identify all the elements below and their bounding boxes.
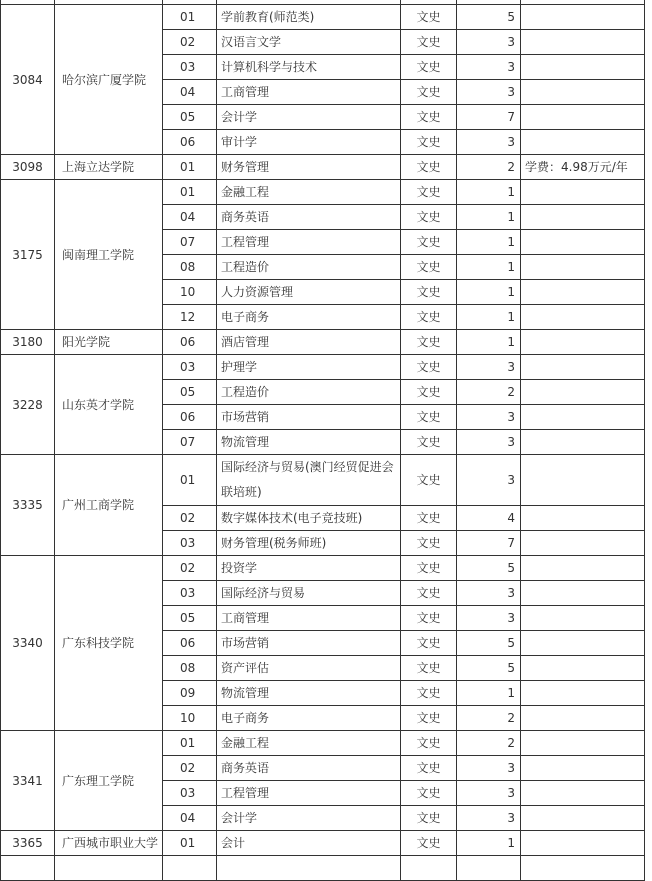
major-number-cell: 02 — [163, 756, 217, 781]
major-name-cell: 计算机科学与技术 — [217, 55, 401, 80]
major-number-cell: 04 — [163, 205, 217, 230]
remarks-cell — [521, 831, 645, 856]
major-number-cell — [163, 856, 217, 881]
table-row — [1, 731, 645, 756]
major-name-cell: 酒店管理 — [217, 330, 401, 355]
remarks-cell — [521, 506, 645, 531]
enrollment-count-cell: 3 — [457, 30, 521, 55]
major-number-cell: 01 — [163, 180, 217, 205]
major-number-cell: 01 — [163, 731, 217, 756]
enrollment-count-cell: 3 — [457, 781, 521, 806]
school-name-cell: 广州工商学院 — [55, 455, 163, 556]
subject-category-cell: 文史 — [401, 330, 457, 355]
remarks-cell — [521, 531, 645, 556]
major-number-cell: 04 — [163, 806, 217, 831]
major-number-cell: 05 — [163, 380, 217, 405]
remarks-cell — [521, 681, 645, 706]
major-name-cell: 学前教育(师范类) — [217, 5, 401, 30]
enrollment-count-cell: 3 — [457, 80, 521, 105]
major-name-cell: 商务英语 — [217, 205, 401, 230]
remarks-cell — [521, 856, 645, 881]
subject-category-cell: 文史 — [401, 731, 457, 756]
remarks-cell — [521, 55, 645, 80]
remarks-cell — [521, 30, 645, 55]
remarks-cell — [521, 80, 645, 105]
remarks-cell — [521, 355, 645, 380]
subject-category-cell: 文史 — [401, 506, 457, 531]
remarks-cell: 学费：4.98万元/年 — [521, 155, 645, 180]
subject-category-cell: 文史 — [401, 756, 457, 781]
enrollment-count-cell: 4 — [457, 506, 521, 531]
enrollment-count-cell: 7 — [457, 531, 521, 556]
school-name-cell: 广东理工学院 — [55, 731, 163, 831]
major-number-cell: 03 — [163, 55, 217, 80]
school-code-cell: 3335 — [1, 455, 55, 556]
enrollment-count-cell: 1 — [457, 230, 521, 255]
subject-category-cell: 文史 — [401, 55, 457, 80]
remarks-cell — [521, 631, 645, 656]
major-name-cell: 资产评估 — [217, 656, 401, 681]
subject-category-cell: 文史 — [401, 205, 457, 230]
major-number-cell: 05 — [163, 105, 217, 130]
major-name-cell: 工商管理 — [217, 606, 401, 631]
major-name-cell: 投资学 — [217, 556, 401, 581]
major-name-cell: 会计学 — [217, 105, 401, 130]
major-number-cell: 06 — [163, 405, 217, 430]
subject-category-cell: 文史 — [401, 806, 457, 831]
remarks-cell — [521, 255, 645, 280]
enrollment-count-cell: 3 — [457, 430, 521, 455]
school-name-cell: 山东英才学院 — [55, 355, 163, 455]
table-row — [1, 355, 645, 380]
major-name-cell: 工商管理 — [217, 80, 401, 105]
major-number-cell: 08 — [163, 255, 217, 280]
remarks-cell — [521, 455, 645, 506]
major-name-cell: 汉语言文学 — [217, 30, 401, 55]
subject-category-cell: 文史 — [401, 105, 457, 130]
major-name-cell: 财务管理 — [217, 155, 401, 180]
enrollment-count-cell: 3 — [457, 405, 521, 430]
enrollment-count-cell: 5 — [457, 631, 521, 656]
enrollment-count-cell — [457, 856, 521, 881]
subject-category-cell: 文史 — [401, 831, 457, 856]
school-code-cell: 3084 — [1, 5, 55, 155]
subject-category-cell: 文史 — [401, 631, 457, 656]
remarks-cell — [521, 280, 645, 305]
remarks-cell — [521, 581, 645, 606]
major-number-cell: 02 — [163, 30, 217, 55]
subject-category-cell: 文史 — [401, 255, 457, 280]
school-name-cell: 阳光学院 — [55, 330, 163, 355]
subject-category-cell: 文史 — [401, 556, 457, 581]
enrollment-count-cell: 3 — [457, 455, 521, 506]
enrollment-count-cell: 1 — [457, 681, 521, 706]
subject-category-cell: 文史 — [401, 30, 457, 55]
major-number-cell: 04 — [163, 80, 217, 105]
major-name-cell: 国际经济与贸易 — [217, 581, 401, 606]
school-code-cell: 3365 — [1, 831, 55, 856]
subject-category-cell: 文史 — [401, 230, 457, 255]
subject-category-cell: 文史 — [401, 155, 457, 180]
enrollment-count-cell: 1 — [457, 255, 521, 280]
table-row — [1, 155, 645, 180]
major-number-cell: 01 — [163, 5, 217, 30]
enrollment-count-cell: 1 — [457, 180, 521, 205]
major-number-cell: 07 — [163, 230, 217, 255]
enrollment-count-cell: 1 — [457, 280, 521, 305]
major-number-cell: 03 — [163, 531, 217, 556]
school-code-cell: 3340 — [1, 556, 55, 731]
major-name-cell: 电子商务 — [217, 706, 401, 731]
major-name-cell: 金融工程 — [217, 731, 401, 756]
major-name-cell: 工程造价 — [217, 380, 401, 405]
remarks-cell — [521, 656, 645, 681]
school-code-cell: 3341 — [1, 731, 55, 831]
major-number-cell: 01 — [163, 455, 217, 506]
subject-category-cell: 文史 — [401, 656, 457, 681]
major-name-cell — [217, 856, 401, 881]
major-name-cell: 会计 — [217, 831, 401, 856]
major-number-cell: 02 — [163, 556, 217, 581]
major-name-cell: 数字媒体技术(电子竞技班) — [217, 506, 401, 531]
subject-category-cell: 文史 — [401, 706, 457, 731]
subject-category-cell: 文史 — [401, 355, 457, 380]
major-number-cell: 02 — [163, 506, 217, 531]
school-name-cell: 哈尔滨广厦学院 — [55, 5, 163, 155]
major-name-cell: 人力资源管理 — [217, 280, 401, 305]
major-name-cell: 工程管理 — [217, 230, 401, 255]
table-row — [1, 455, 645, 506]
enrollment-count-cell: 2 — [457, 731, 521, 756]
school-name-cell: 广西城市职业大学 — [55, 831, 163, 856]
major-name-cell: 工程管理 — [217, 781, 401, 806]
major-name-cell: 国际经济与贸易(澳门经贸促进会联培班) — [217, 455, 401, 506]
enrollment-count-cell: 1 — [457, 305, 521, 330]
subject-category-cell: 文史 — [401, 430, 457, 455]
school-code-cell: 3175 — [1, 180, 55, 330]
enrollment-count-cell: 3 — [457, 806, 521, 831]
enrollment-count-cell: 5 — [457, 5, 521, 30]
major-number-cell: 03 — [163, 781, 217, 806]
remarks-cell — [521, 606, 645, 631]
subject-category-cell: 文史 — [401, 606, 457, 631]
major-number-cell: 06 — [163, 330, 217, 355]
school-code-cell: 3098 — [1, 155, 55, 180]
table-row — [1, 330, 645, 355]
remarks-cell — [521, 706, 645, 731]
school-name-cell: 广东科技学院 — [55, 556, 163, 731]
enrollment-count-cell: 5 — [457, 656, 521, 681]
major-number-cell: 06 — [163, 130, 217, 155]
school-name-cell: 闽南理工学院 — [55, 180, 163, 330]
major-number-cell: 03 — [163, 355, 217, 380]
enrollment-count-cell: 7 — [457, 105, 521, 130]
major-name-cell: 会计学 — [217, 806, 401, 831]
subject-category-cell: 文史 — [401, 180, 457, 205]
enrollment-count-cell: 3 — [457, 55, 521, 80]
major-number-cell: 01 — [163, 831, 217, 856]
remarks-cell — [521, 430, 645, 455]
subject-category-cell: 文史 — [401, 305, 457, 330]
school-code-cell — [1, 856, 55, 881]
remarks-cell — [521, 806, 645, 831]
enrollment-count-cell: 1 — [457, 831, 521, 856]
remarks-cell — [521, 781, 645, 806]
subject-category-cell: 文史 — [401, 581, 457, 606]
enrollment-count-cell: 3 — [457, 130, 521, 155]
enrollment-count-cell: 1 — [457, 205, 521, 230]
enrollment-count-cell: 1 — [457, 330, 521, 355]
remarks-cell — [521, 756, 645, 781]
subject-category-cell: 文史 — [401, 405, 457, 430]
school-code-cell: 3180 — [1, 330, 55, 355]
subject-category-cell: 文史 — [401, 280, 457, 305]
table-row — [1, 856, 645, 881]
enrollment-count-cell: 5 — [457, 556, 521, 581]
major-name-cell: 金融工程 — [217, 180, 401, 205]
table-row — [1, 180, 645, 205]
major-number-cell: 01 — [163, 155, 217, 180]
subject-category-cell: 文史 — [401, 380, 457, 405]
major-number-cell: 10 — [163, 706, 217, 731]
major-number-cell: 10 — [163, 280, 217, 305]
school-name-cell — [55, 856, 163, 881]
remarks-cell — [521, 380, 645, 405]
remarks-cell — [521, 556, 645, 581]
major-name-cell: 市场营销 — [217, 405, 401, 430]
major-number-cell: 08 — [163, 656, 217, 681]
remarks-cell — [521, 105, 645, 130]
major-name-cell: 财务管理(税务师班) — [217, 531, 401, 556]
enrollment-count-cell: 2 — [457, 706, 521, 731]
enrollment-count-cell: 3 — [457, 355, 521, 380]
enrollment-count-cell: 3 — [457, 581, 521, 606]
enrollment-count-cell: 3 — [457, 606, 521, 631]
subject-category-cell: 文史 — [401, 531, 457, 556]
remarks-cell — [521, 230, 645, 255]
major-name-cell: 审计学 — [217, 130, 401, 155]
major-name-cell: 电子商务 — [217, 305, 401, 330]
remarks-cell — [521, 305, 645, 330]
remarks-cell — [521, 130, 645, 155]
major-name-cell: 物流管理 — [217, 681, 401, 706]
remarks-cell — [521, 405, 645, 430]
subject-category-cell — [401, 856, 457, 881]
subject-category-cell: 文史 — [401, 455, 457, 506]
subject-category-cell: 文史 — [401, 80, 457, 105]
subject-category-cell: 文史 — [401, 130, 457, 155]
major-number-cell: 06 — [163, 631, 217, 656]
remarks-cell — [521, 330, 645, 355]
major-number-cell: 09 — [163, 681, 217, 706]
major-name-cell: 护理学 — [217, 355, 401, 380]
major-number-cell: 07 — [163, 430, 217, 455]
remarks-cell — [521, 205, 645, 230]
major-number-cell: 05 — [163, 606, 217, 631]
table-row — [1, 831, 645, 856]
major-number-cell: 03 — [163, 581, 217, 606]
school-code-cell: 3228 — [1, 355, 55, 455]
enrollment-count-cell: 2 — [457, 155, 521, 180]
major-name-cell: 物流管理 — [217, 430, 401, 455]
major-number-cell: 12 — [163, 305, 217, 330]
subject-category-cell: 文史 — [401, 781, 457, 806]
remarks-cell — [521, 731, 645, 756]
table-body — [1, 0, 645, 881]
table-row — [1, 556, 645, 581]
school-name-cell: 上海立达学院 — [55, 155, 163, 180]
enrollment-count-cell: 3 — [457, 756, 521, 781]
subject-category-cell: 文史 — [401, 5, 457, 30]
enrollment-count-cell: 2 — [457, 380, 521, 405]
subject-category-cell: 文史 — [401, 681, 457, 706]
major-name-cell: 商务英语 — [217, 756, 401, 781]
major-name-cell: 工程造价 — [217, 255, 401, 280]
table-row — [1, 5, 645, 30]
major-name-cell: 市场营销 — [217, 631, 401, 656]
remarks-cell — [521, 180, 645, 205]
remarks-cell — [521, 5, 645, 30]
